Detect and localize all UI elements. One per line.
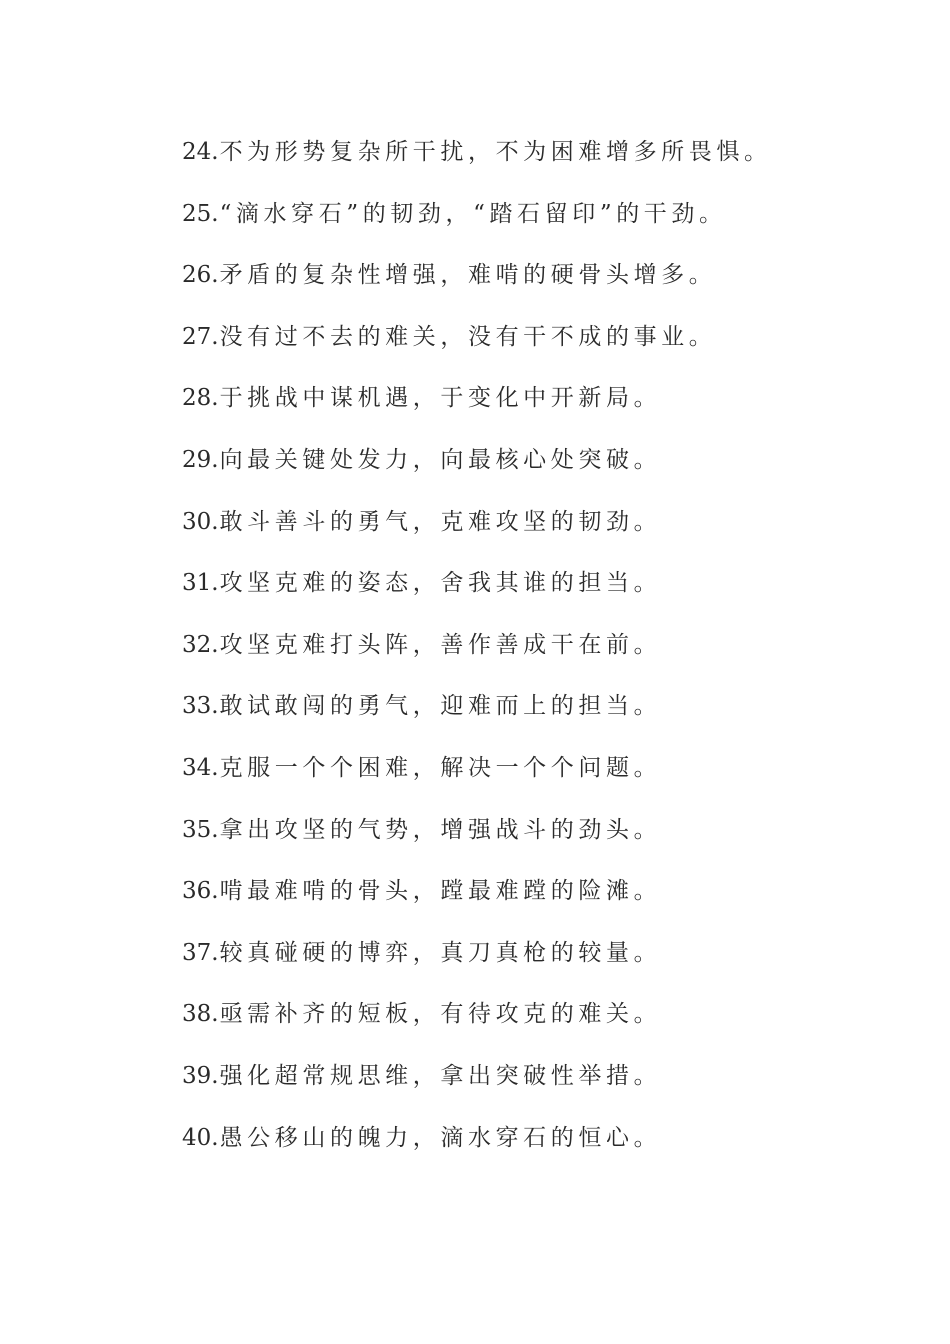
list-item (182, 1120, 772, 1182)
numbered-phrase-list (182, 134, 772, 1181)
item-text: 不为形势复杂所干扰，不为困难增多所畏惧。 (219, 139, 772, 165)
item-number: 28. (182, 385, 219, 412)
item-text: 较真碰硬的博弈，真刀真枪的较量。 (219, 939, 662, 966)
item-text: 没有过不去的难关，没有干不成的事业。 (219, 323, 717, 350)
list-item (182, 935, 772, 997)
item-text: 于挑战中谋机遇，于变化中开新局。 (219, 385, 662, 412)
item-number: 36. (182, 878, 219, 905)
list-item (182, 873, 772, 935)
item-text: 啃最难啃的骨头，蹚最难蹚的险滩。 (219, 878, 662, 905)
item-number: 39. (182, 1062, 219, 1089)
list-item (182, 565, 772, 627)
list-item (182, 504, 772, 566)
list-item (182, 380, 772, 442)
item-number: 33. (182, 693, 219, 720)
list-item (182, 196, 772, 258)
list-item (182, 688, 772, 750)
item-number: 29. (182, 446, 219, 473)
list-item (182, 134, 772, 196)
list-item (182, 750, 772, 812)
item-text: 克服一个个困难，解决一个个问题。 (219, 754, 662, 781)
item-number: 27. (182, 323, 219, 350)
item-number: 35. (182, 816, 219, 843)
item-text: 强化超常规思维，拿出突破性举措。 (219, 1062, 662, 1089)
item-text: “滴水穿石”的韧劲，“踏石留印”的干劲。 (219, 200, 727, 227)
item-number: 34. (182, 754, 219, 781)
list-item (182, 627, 772, 689)
item-number: 25. (182, 200, 219, 227)
item-text: 拿出攻坚的气势，增强战斗的劲头。 (219, 816, 662, 843)
item-text: 敢斗善斗的勇气，克难攻坚的韧劲。 (219, 508, 662, 535)
item-text: 亟需补齐的短板，有待攻克的难关。 (219, 1001, 662, 1028)
item-number: 38. (182, 1001, 219, 1028)
item-number: 37. (182, 939, 219, 966)
item-number: 40. (182, 1124, 219, 1151)
list-item (182, 996, 772, 1058)
item-text: 攻坚克难的姿态，舍我其谁的担当。 (219, 570, 662, 597)
item-text: 愚公移山的魄力，滴水穿石的恒心。 (219, 1124, 662, 1151)
item-number: 31. (182, 570, 219, 597)
item-text: 向最关键处发力，向最核心处突破。 (219, 446, 662, 473)
item-number: 32. (182, 631, 219, 658)
item-text: 矛盾的复杂性增强，难啃的硬骨头增多。 (219, 262, 717, 289)
list-item (182, 257, 772, 319)
item-number: 30. (182, 508, 219, 535)
list-item (182, 319, 772, 381)
item-text: 敢试敢闯的勇气，迎难而上的担当。 (219, 693, 662, 720)
item-text: 攻坚克难打头阵，善作善成干在前。 (219, 631, 662, 658)
list-item (182, 812, 772, 874)
item-number: 24. (182, 139, 219, 165)
list-item (182, 442, 772, 504)
item-number: 26. (182, 262, 219, 289)
list-item (182, 1058, 772, 1120)
